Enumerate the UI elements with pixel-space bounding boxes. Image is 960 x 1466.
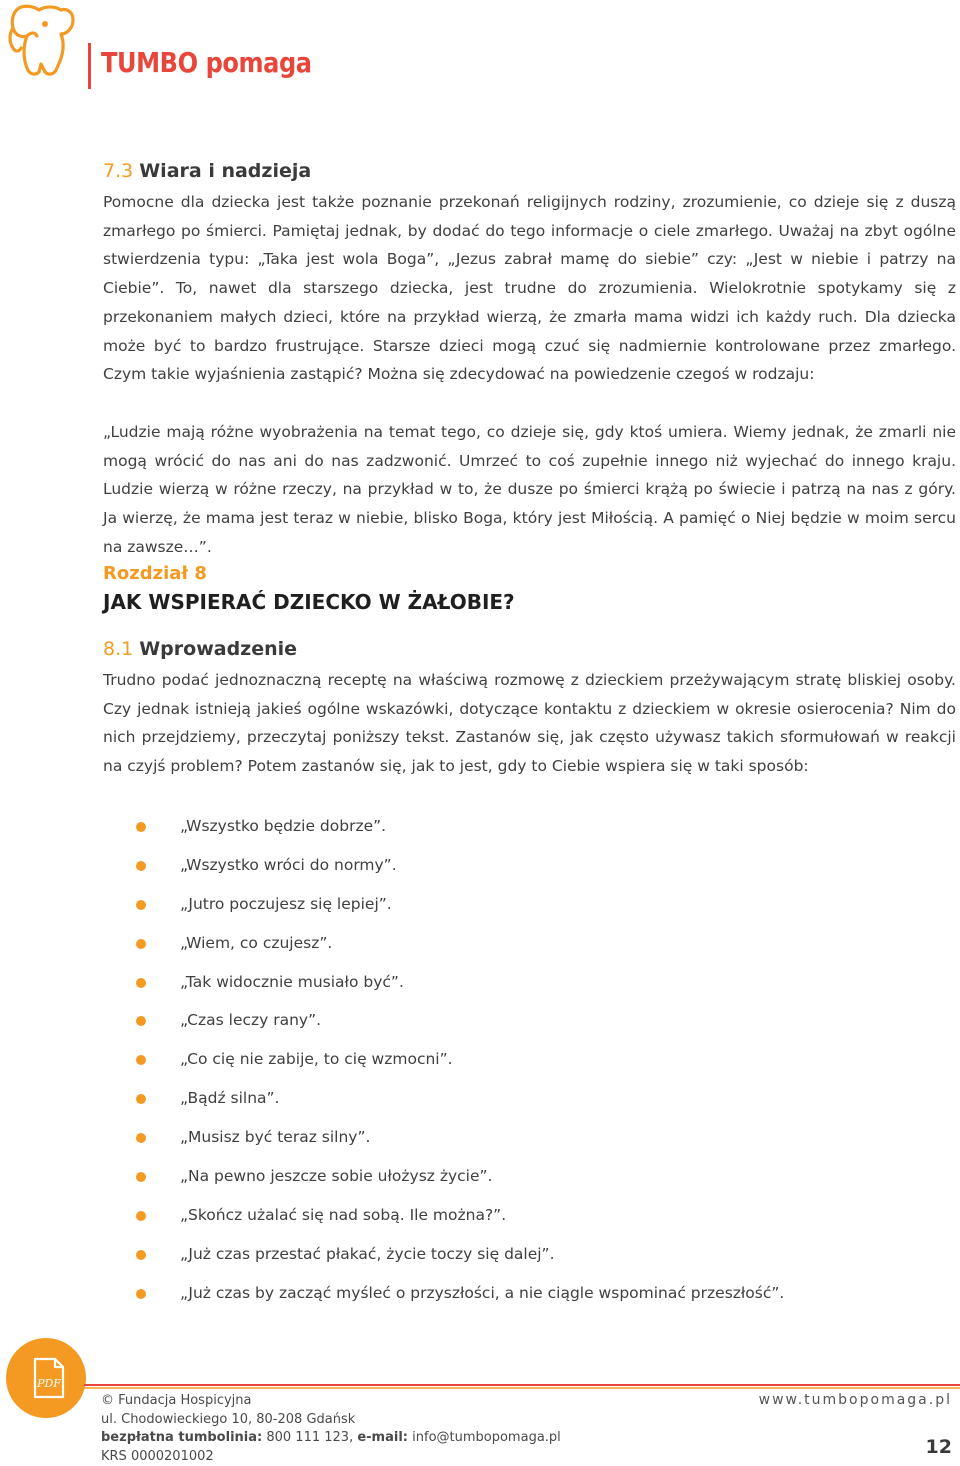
list-item: „Jutro poczujesz się lepiej”. — [136, 890, 896, 929]
chapter-heading — [103, 563, 956, 614]
section-paragraph: Pomocne dla dziecka jest także poznanie przekonań religijnych rodziny, zrozumienie, co dzieje się z duszą zmarłego po śmierci. Pamiętaj jednak, by dodać do tego informacje o ciele zmarłego. Uważaj na zbyt ogólne stwierdzenia typu: „Taka jest wola Boga”, „Jezus zabrał mamę do siebie” czy: „Jest w niebie i patrzy na Ciebie”. To, nawet dla starszego dziecka, jest trudne do zrozumienia. Wielokrotnie spotykamy się z przekonaniem małych dzieci, które na przykład wierzą, że zmarła mama widzi ich każdy ruch. Dla dziecka może być to bardzo frustrujące. Starsze dzieci mogą czuć się nadmiernie kontrolowane przez zmarłego. Czym takie wyjaśnienia zastąpić? Można się zdecydować na powiedzenie czegoś w rodzaju: — [103, 188, 956, 389]
list-item: „Bądź silna”. — [136, 1084, 896, 1123]
section-7-3 — [103, 160, 956, 561]
section-number: 7.3 — [103, 160, 133, 182]
bullet-icon — [136, 939, 146, 949]
chapter-title: JAK WSPIERAĆ DZIECKO W ŻAŁOBIE? — [103, 590, 956, 614]
section-number: 8.1 — [103, 638, 133, 660]
list-item: „Już czas by zacząć myśleć o przyszłości, a nie ciągle wspominać przeszłość”. — [136, 1279, 896, 1318]
footer-website-link[interactable]: www.tumbopomaga.pl — [759, 1392, 952, 1408]
chapter-label: Rozdział 8 — [103, 563, 956, 584]
footer-hotline: bezpłatna tumbolinia: 800 111 123, e-mail: info@tumbopomaga.pl — [101, 1429, 561, 1448]
svg-text:PDF: PDF — [36, 1377, 61, 1390]
footer-org: © Fundacja Hospicyjna — [101, 1392, 561, 1411]
section-heading — [103, 160, 956, 182]
brand-title: TUMBO pomaga — [101, 46, 312, 79]
page-number: 12 — [926, 1436, 952, 1458]
bullet-icon — [136, 978, 146, 988]
bullet-icon — [136, 822, 146, 832]
section-title: Wprowadzenie — [139, 638, 297, 660]
list-item: „Tak widocznie musiało być”. — [136, 968, 896, 1007]
footer-address: ul. Chodowieckiego 10, 80-208 Gdańsk — [101, 1411, 561, 1430]
pdf-icon — [5, 1337, 87, 1423]
page-footer — [0, 1330, 960, 1460]
bullet-icon — [136, 1289, 146, 1299]
list-item: „Na pewno jeszcze sobie ułożysz życie”. — [136, 1162, 896, 1201]
section-paragraph: Trudno podać jednoznaczną receptę na właściwą rozmowę z dzieckiem przeżywającym stratę bliskiej osoby. Czy jednak istnieją jakieś ogólne wskazówki, dotyczące kontaktu z dzieckiem w okresie osierocenia? Nim do nich przejdziemy, przeczytaj poniższy tekst. Zastanów się, jak często używasz takich sformułowań w reakcji na czyjś problem? Potem zastanów się, jak to jest, gdy to Ciebie wspiera się w taki sposób: — [103, 666, 956, 781]
section-8-1 — [103, 638, 956, 781]
section-heading — [103, 638, 956, 660]
list-item: „Co cię nie zabije, to cię wzmocni”. — [136, 1045, 896, 1084]
bullet-icon — [136, 1055, 146, 1065]
section-title: Wiara i nadzieja — [139, 160, 311, 182]
bullet-icon — [136, 900, 146, 910]
list-item: „Już czas przestać płakać, życie toczy się dalej”. — [136, 1240, 896, 1279]
footer-email[interactable]: info@tumbopomaga.pl — [412, 1430, 561, 1445]
bullet-icon — [136, 1211, 146, 1221]
footer-divider — [0, 1383, 960, 1389]
quote-paragraph: „Ludzie mają różne wyobrażenia na temat tego, co dzieje się, gdy ktoś umiera. Wiemy jednak, że zmarli nie mogą wrócić do nas ani do nas zadzwonić. Umrzeć to coś zupełnie innego niż wyjechać do innego kraju. Ludzie wierzą w różne rzeczy, na przykład w to, że dusze po śmierci krążą po świecie i patrzą na nas z góry. Ja wierzę, że mama jest teraz w niebie, blisko Boga, który jest Miłością. A pamięć o Niej będzie w moim sercu na zawsze…”. — [103, 418, 956, 562]
phrases-list — [136, 812, 896, 1318]
bullet-icon — [136, 1250, 146, 1260]
elephant-icon — [5, 2, 77, 92]
list-item: „Musisz być teraz silny”. — [136, 1123, 896, 1162]
list-item: „Wszystko będzie dobrze”. — [136, 812, 896, 851]
footer-krs: KRS 0000201002 — [101, 1448, 561, 1466]
list-item: „Wiem, co czujesz”. — [136, 929, 896, 968]
list-item: „Czas leczy rany”. — [136, 1006, 896, 1045]
page-header — [0, 0, 960, 100]
footer-contact — [101, 1392, 561, 1466]
bullet-icon — [136, 1172, 146, 1182]
header-divider — [88, 43, 91, 89]
bullet-icon — [136, 1016, 146, 1026]
list-item: „Skończ użalać się nad sobą. Ile można?”. — [136, 1201, 896, 1240]
list-item: „Wszystko wróci do normy”. — [136, 851, 896, 890]
bullet-icon — [136, 1094, 146, 1104]
bullet-icon — [136, 861, 146, 871]
bullet-icon — [136, 1133, 146, 1143]
